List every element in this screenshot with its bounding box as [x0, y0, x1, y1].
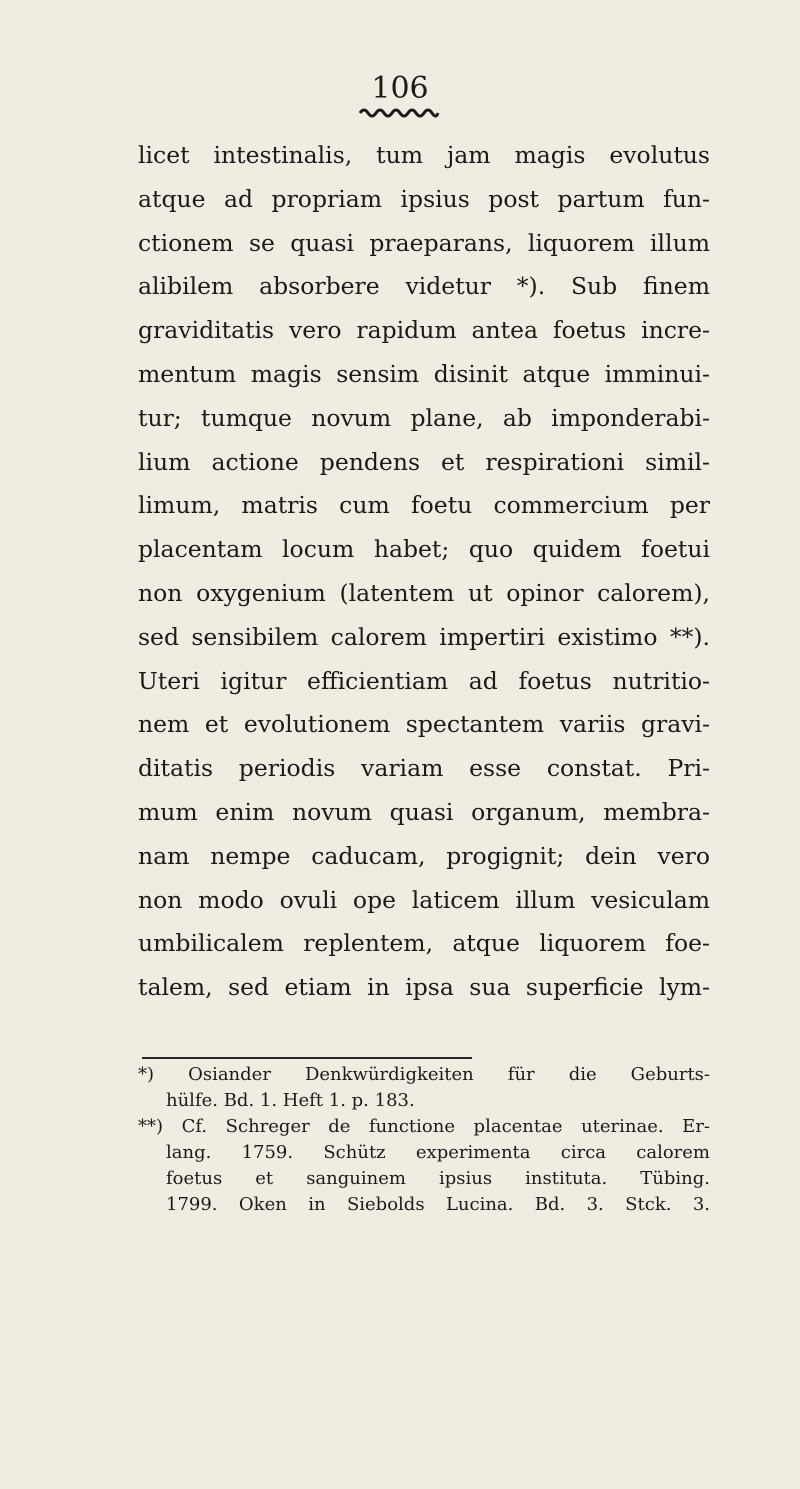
footnote-line: lang. 1759. Schütz experimenta circa calorem — [166, 1142, 710, 1163]
body-line: non modo ovuli ope laticem illum vesiculam — [138, 885, 710, 914]
footnote-line: hülfe. Bd. 1. Heft 1. p. 183. — [166, 1090, 415, 1111]
body-line: ctionem se quasi praeparans, liquorem illum — [138, 228, 710, 257]
body-line: licet intestinalis, tum jam magis evolutus — [138, 141, 710, 169]
body-line: graviditatis vero rapidum antea foetus incre- — [138, 316, 710, 345]
footnote-line: 1799. Oken in Siebolds Lucina. Bd. 3. Stck. 3. — [166, 1194, 710, 1215]
body-line: lium actione pendens et respirationi simil- — [138, 447, 710, 476]
footnote-line: foetus et sanguinem ipsius instituta. Tübing. — [166, 1168, 710, 1189]
body-line: mentum magis sensim disinit atque imminui- — [138, 359, 710, 388]
body-line: placentam locum habet; quo quidem foetui — [138, 535, 710, 564]
body-line: Uteri igitur efficientiam ad foetus nutritio- — [138, 666, 710, 695]
body-line: mum enim novum quasi organum, membra- — [138, 797, 710, 826]
body-line: limum, matris cum foetu commercium per — [138, 491, 710, 520]
ornament-rule-icon — [358, 106, 440, 120]
body-line: talem, sed etiam in ipsa sua superficie lym- — [138, 973, 710, 1002]
body-line: atque ad propriam ipsius post partum fun- — [138, 184, 710, 213]
body-line: tur; tumque novum plane, ab imponderabi- — [138, 403, 710, 432]
footnote-divider — [142, 1057, 472, 1059]
body-line: non oxygenium (latentem ut opinor calorem), — [138, 578, 710, 607]
footnote-line: **) Cf. Schreger de functione placentae uterinae. Er- — [138, 1116, 710, 1137]
body-line: alibilem absorbere videtur *). Sub finem — [138, 272, 710, 301]
body-line: nam nempe caducam, progignit; dein vero — [138, 841, 710, 870]
body-line: nem et evolutionem spectantem variis gravi- — [138, 710, 710, 739]
body-text — [138, 134, 710, 1010]
page-number: 106 — [371, 71, 429, 106]
body-line: umbilicalem replentem, atque liquorem foe- — [138, 929, 710, 958]
footnote-line: *) Osiander Denkwürdigkeiten für die Geburts- — [138, 1064, 710, 1085]
body-line: sed sensibilem calorem impertiri existimo **). — [138, 622, 710, 651]
body-line: ditatis periodis variam esse constat. Pri- — [138, 754, 710, 783]
footnotes — [138, 1062, 710, 1218]
